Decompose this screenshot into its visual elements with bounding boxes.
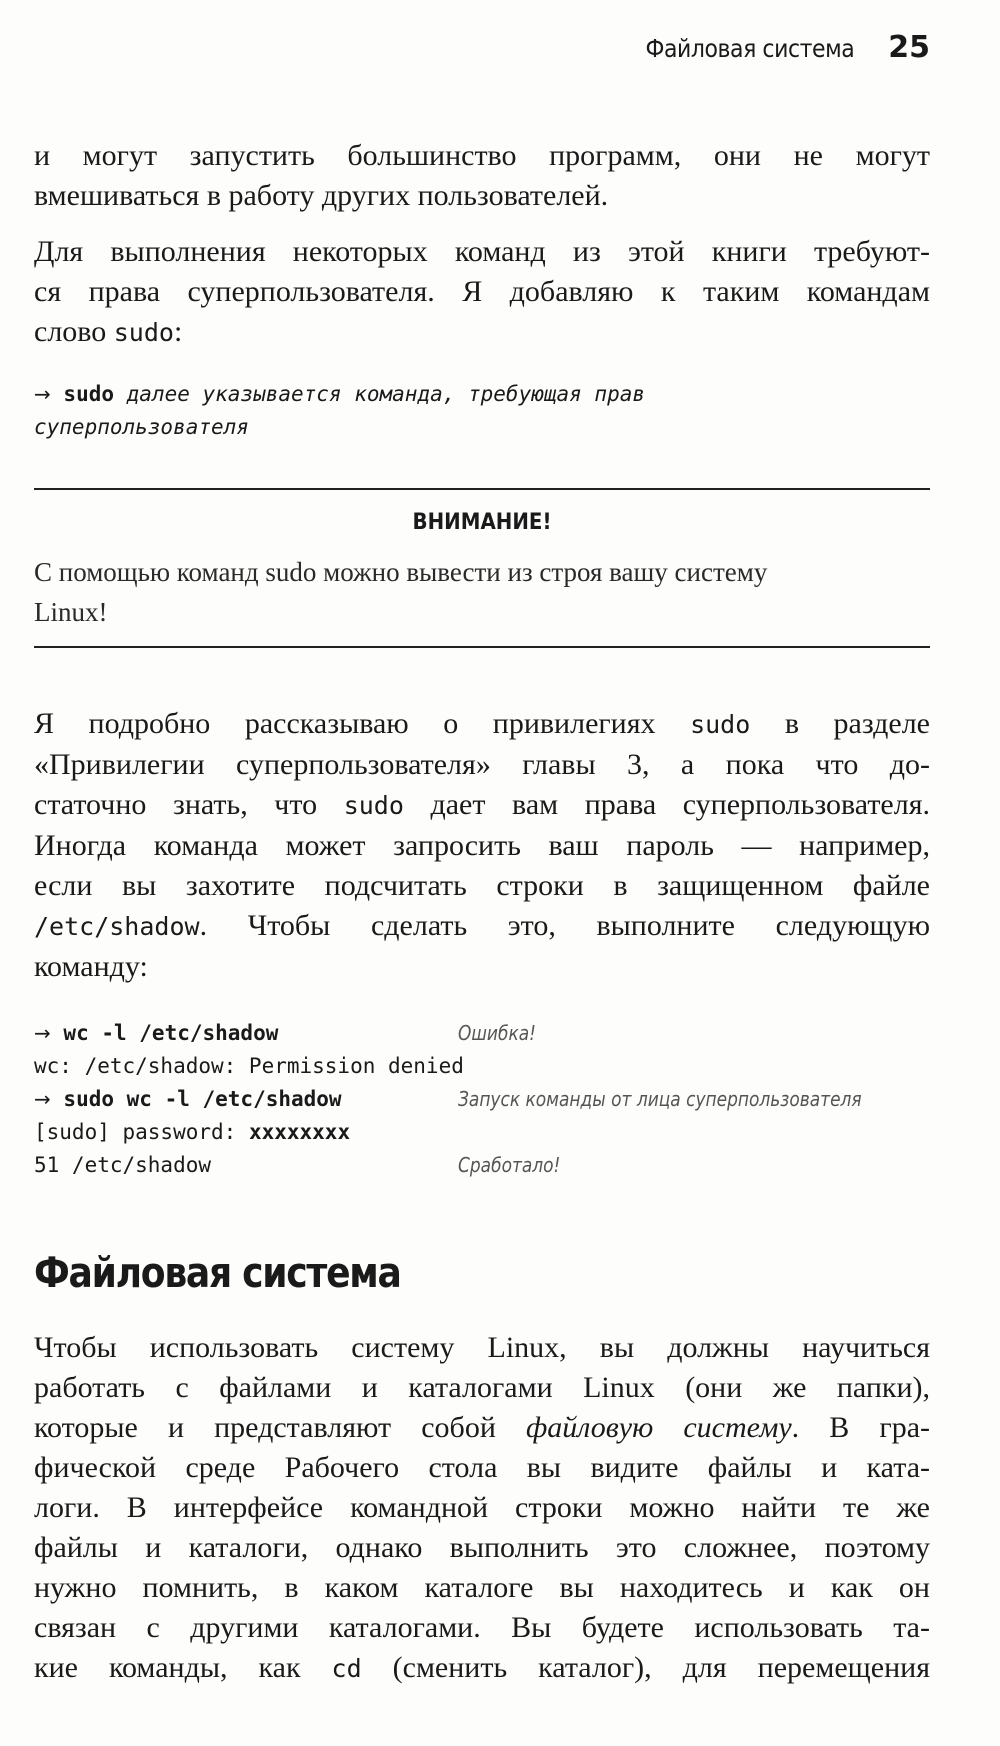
code-output <box>34 1116 930 1149</box>
code-output: wc: /etc/shadow: Permission denied <box>34 1054 464 1078</box>
text-fragment: кие команды, как <box>34 1651 332 1684</box>
arrow-icon: → <box>34 382 51 406</box>
text-line <box>34 1408 930 1448</box>
paragraph-continuation <box>34 136 930 216</box>
text-fragment: Я подробно рассказываю о привилегиях <box>34 707 691 740</box>
text-fragment: дает вам права суперпользователя. <box>403 788 931 821</box>
text-fragment: статочно знать, что <box>34 788 344 821</box>
text-line <box>34 906 930 947</box>
text-fragment: . Чтобы сделать это, выполните следующую <box>199 909 930 942</box>
sudo-syntax-example <box>34 378 930 444</box>
warning-text <box>34 552 930 632</box>
text-line: команду: <box>34 950 148 983</box>
code-command: sudo <box>63 382 114 406</box>
text-fragment: слово <box>34 315 114 348</box>
section-heading: Файловая система <box>34 1248 401 1297</box>
text-fragment: в разделе <box>750 707 931 740</box>
text-line: фической среде Рабочего стола вы видите файлы и ката- <box>34 1451 930 1484</box>
text-line: вмешиваться в работу других пользователей. <box>34 179 609 212</box>
text-line: нужно помнить, в каком каталоге вы находитесь и как он <box>34 1571 930 1604</box>
text-fragment: 51 /etc/shadow <box>34 1153 212 1177</box>
code-description: далее указывается команда, требующая прав <box>114 382 646 406</box>
inline-code: sudo <box>343 791 404 820</box>
code-line <box>34 1083 930 1116</box>
inline-code: sudo <box>113 318 174 347</box>
inline-code: cd <box>331 1654 362 1683</box>
running-head-title: Файловая система <box>645 34 855 63</box>
code-output <box>34 1149 930 1182</box>
paragraph-filesystem <box>34 1328 930 1689</box>
page-number: 25 <box>888 30 930 65</box>
text-line: связан с другими каталогами. Вы будете использовать та- <box>34 1611 930 1644</box>
text-fragment: . В гра- <box>791 1411 930 1444</box>
warning-title: ВНИМАНИЕ! <box>412 510 552 535</box>
text-line: если вы захотите подсчитать строки в защищенном файле <box>34 869 930 902</box>
terminal-example <box>34 1017 930 1182</box>
inline-code: sudo <box>690 710 751 739</box>
text-line: Linux! <box>34 597 108 627</box>
text-line <box>34 1648 930 1689</box>
running-head <box>600 30 930 70</box>
text-line <box>34 704 930 745</box>
text-line: работать с файлами и каталогами Linux (они же папки), <box>34 1371 930 1404</box>
text-fragment: : <box>173 315 183 348</box>
inline-code: /etc/shadow <box>34 912 200 941</box>
emphasis-term: файловую систему <box>525 1411 792 1444</box>
arrow-icon: → <box>34 1021 51 1045</box>
code-command: wc -l /etc/shadow <box>63 1021 279 1045</box>
warning-box <box>34 488 930 648</box>
code-annotation: Ошибка! <box>458 1021 536 1045</box>
code-annotation: Запуск команды от лица суперпользователя <box>458 1087 862 1111</box>
code-command: sudo wc -l /etc/shadow <box>63 1087 342 1111</box>
text-line: логи. В интерфейсе командной строки можно найти те же <box>34 1491 930 1524</box>
paragraph-sudo-details <box>34 704 930 987</box>
arrow-icon: → <box>34 1087 51 1111</box>
text-line: С помощью команд sudo можно вывести из строя вашу систему <box>34 557 768 587</box>
text-line: «Привилегии суперпользователя» главы 3, а пока что до- <box>34 748 930 781</box>
code-description: суперпользователя <box>34 415 249 439</box>
password-input-echo: xxxxxxxx <box>248 1120 351 1144</box>
text-line <box>34 785 930 826</box>
text-fragment: [sudo] password: <box>34 1120 249 1144</box>
paragraph-sudo-intro <box>34 232 930 353</box>
text-line: Чтобы использовать систему Linux, вы должны научиться <box>34 1331 930 1364</box>
text-line: Иногда команда может запросить ваш пароль — например, <box>34 829 930 862</box>
text-line: файлы и каталоги, однако выполнить это сложнее, поэтому <box>34 1531 930 1564</box>
text-fragment: которые и представляют собой <box>34 1411 526 1444</box>
text-line: Для выполнения некоторых команд из этой книги требуют- <box>34 235 930 268</box>
text-line: ся права суперпользователя. Я добавляю к таким командам <box>34 275 930 308</box>
code-annotation: Сработало! <box>458 1153 561 1177</box>
text-line <box>34 312 930 353</box>
text-fragment: (сменить каталог), для перемещения <box>361 1651 930 1684</box>
code-line <box>34 1017 930 1050</box>
text-line: и могут запустить большинство программ, они не могут <box>34 139 930 172</box>
code-line <box>34 378 930 411</box>
